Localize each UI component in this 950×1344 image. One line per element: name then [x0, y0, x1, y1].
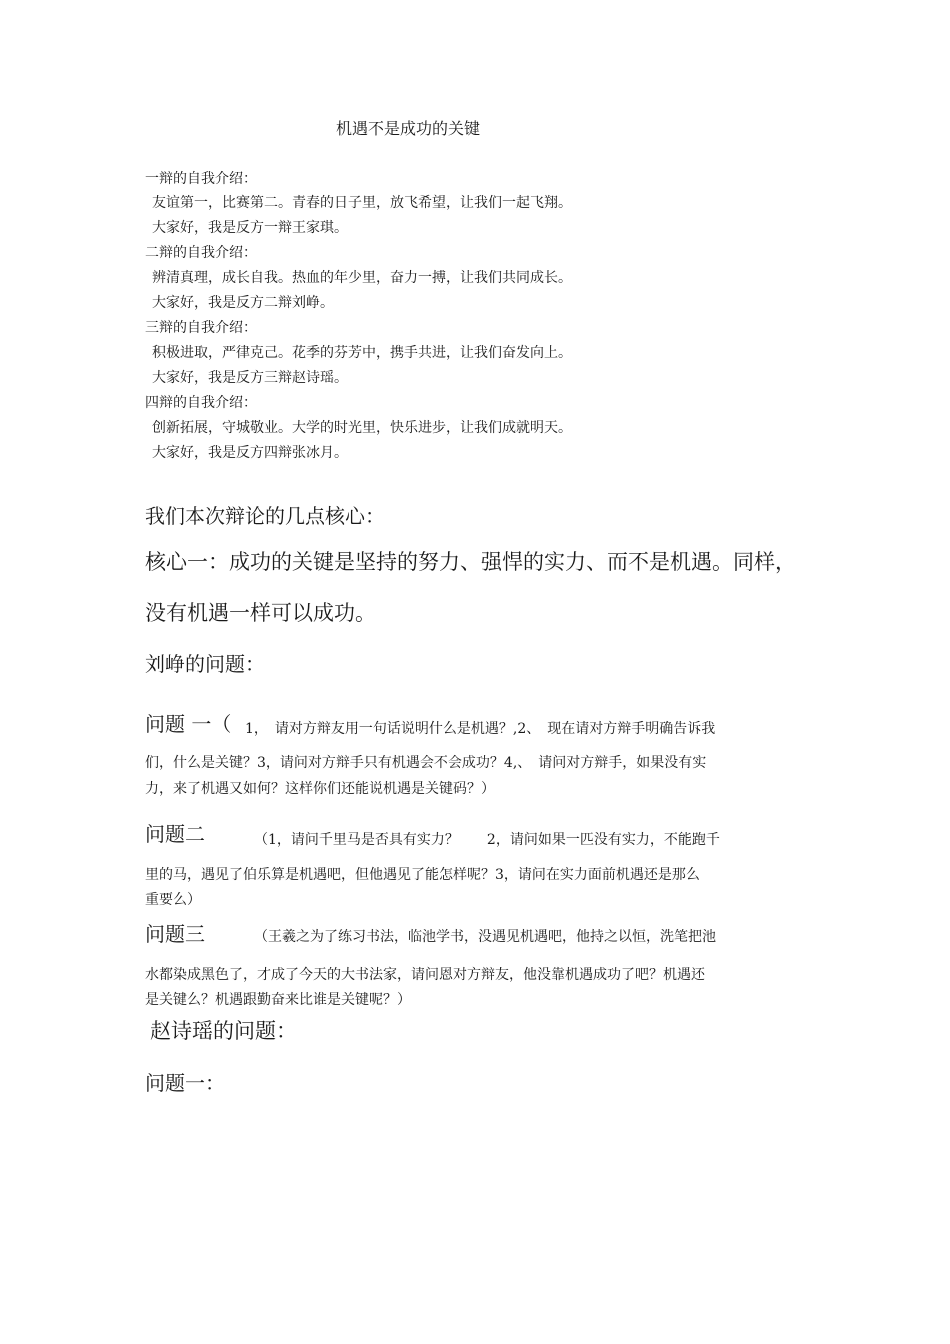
- core-heading: 我们本次辩论的几点核心：: [145, 504, 385, 528]
- question-1-line1: 1， 请对方辩友用一句话说明什么是机遇？,2、 现在请对方辩手明确告诉我: [245, 721, 716, 737]
- intro-heading-4: 四辩的自我介绍：: [145, 395, 257, 411]
- document-title: 机遇不是成功的关键: [336, 119, 481, 138]
- question-1-label: 问题 一（: [145, 712, 232, 736]
- zhao-questions-heading: 赵诗瑶的问题：: [150, 1019, 297, 1043]
- liu-questions-heading: 刘峥的问题：: [145, 652, 265, 676]
- question-3-label: 问题三: [145, 922, 205, 946]
- intro-heading-3: 三辩的自我介绍：: [145, 320, 257, 336]
- intro-heading-1: 一辩的自我介绍：: [145, 171, 257, 187]
- intro-greeting-2: 大家好，我是反方二辩刘峥。: [152, 295, 334, 311]
- question-1-line2: 们，什么是关键？3，请问对方辩手只有机遇会不会成功？4,、 请问对方辩手，如果没有实: [145, 755, 707, 771]
- intro-motto-4: 创新拓展，守城敬业。大学的时光里，快乐进步，让我们成就明天。: [152, 420, 572, 436]
- question-3-line3: 是关键么？机遇跟勤奋来比谁是关键呢？）: [145, 992, 411, 1008]
- zhao-question-1-label: 问题一：: [145, 1071, 225, 1095]
- core1-line1: 核心一：成功的关键是坚持的努力、强悍的实力、而不是机遇。同样，: [145, 550, 796, 574]
- question-1-line3: 力，来了机遇又如何？这样你们还能说机遇是关键码？）: [145, 781, 495, 797]
- intro-motto-1: 友谊第一，比赛第二。青春的日子里，放飞希望，让我们一起飞翔。: [152, 195, 572, 211]
- intro-greeting-1: 大家好，我是反方一辩王家琪。: [152, 220, 348, 236]
- intro-greeting-4: 大家好，我是反方四辩张冰月。: [152, 445, 348, 461]
- intro-motto-2: 辨清真理，成长自我。热血的年少里，奋力一搏，让我们共同成长。: [152, 270, 572, 286]
- core1-line2: 没有机遇一样可以成功。: [145, 601, 376, 625]
- intro-heading-2: 二辩的自我介绍：: [145, 245, 257, 261]
- question-3-line1: （王羲之为了练习书法，临池学书，没遇见机遇吧，他持之以恒，洗笔把池: [254, 929, 716, 945]
- intro-greeting-3: 大家好，我是反方三辩赵诗瑶。: [152, 370, 348, 386]
- question-2-line3: 重要么）: [145, 892, 201, 908]
- question-3-line2: 水都染成黑色了，才成了今天的大书法家，请问恩对方辩友，他没靠机遇成功了吧？机遇还: [145, 967, 705, 983]
- question-2-line1: （1，请问千里马是否具有实力？ 2，请问如果一匹没有实力，不能跑千: [254, 832, 720, 848]
- question-2-label: 问题二: [145, 822, 205, 846]
- intro-motto-3: 积极进取，严律克己。花季的芬芳中，携手共进，让我们奋发向上。: [152, 345, 572, 361]
- question-2-line2: 里的马，遇见了伯乐算是机遇吧，但他遇见了能怎样呢？3，请问在实力面前机遇还是那么: [145, 867, 700, 883]
